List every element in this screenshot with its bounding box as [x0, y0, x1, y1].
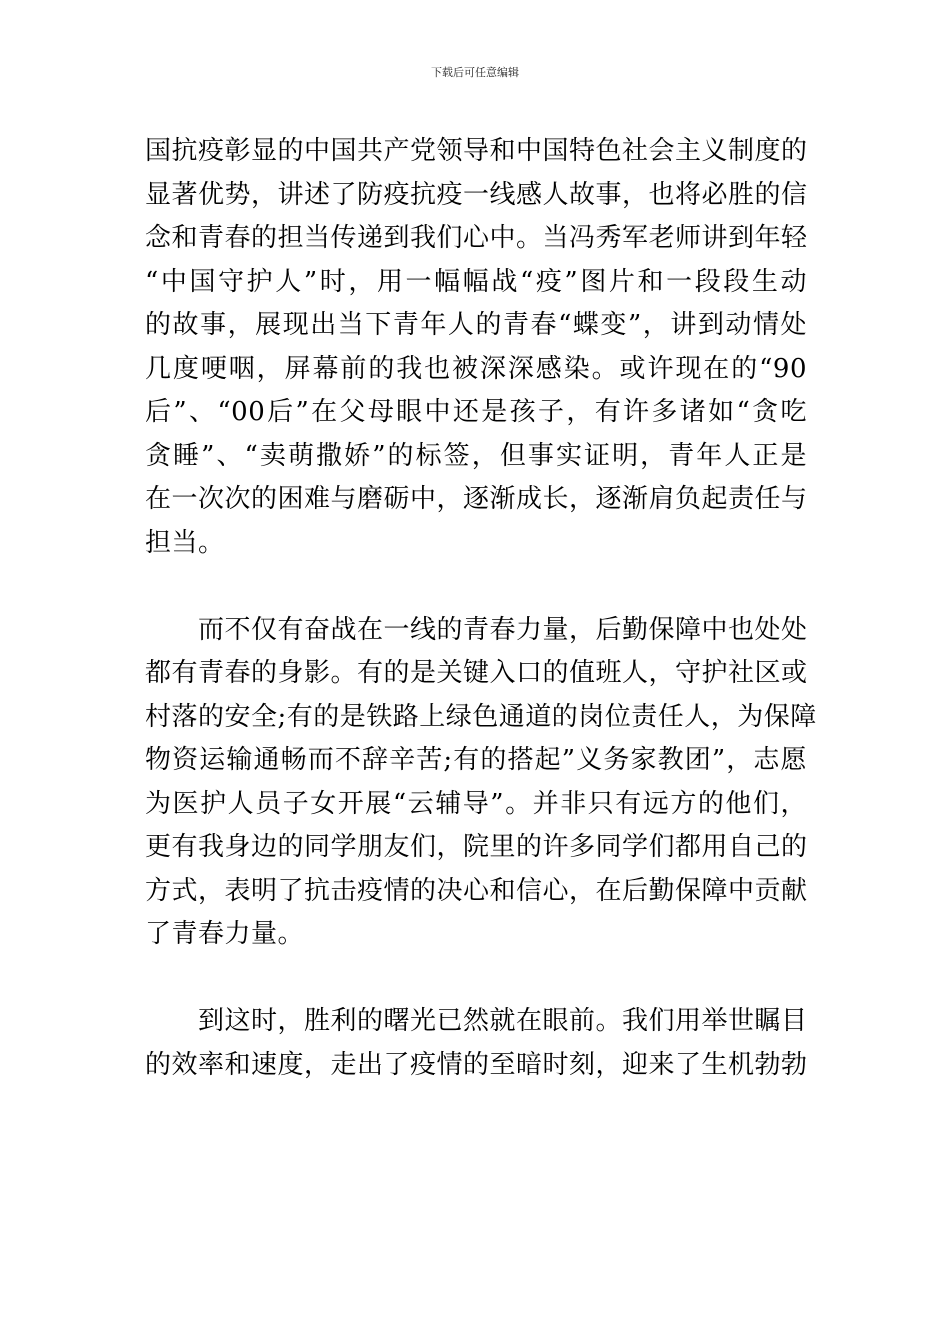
- text-line: 物资运输通畅而不辞辛苦;有的搭起”义务家教团”，志愿: [145, 745, 807, 775]
- paragraph-1: [145, 130, 807, 565]
- text-line: 更有我身边的同学朋友们，院里的许多同学们都用自己的: [145, 832, 808, 862]
- text-line: 担当。: [145, 527, 225, 558]
- text-line: 几度哽咽，屏幕前的我也被深深感染。或许现在的“90: [145, 353, 807, 384]
- text-line: 后”、“00后”在父母眼中还是孩子，有许多诸如“贪吃: [145, 397, 807, 427]
- text-line: 的故事，展现出当下青年人的青春“蝶变”，讲到动情处: [145, 310, 807, 340]
- text-line: 显著优势，讲述了防疫抗疫一线感人故事，也将必胜的信: [145, 179, 808, 210]
- page-header-note: 下载后可任意编辑: [431, 66, 519, 79]
- paragraph-3: [145, 1000, 807, 1087]
- text-line: 方式，表明了抗击疫情的决心和信心，在后勤保障中贡献: [145, 875, 808, 906]
- paragraph-2: [145, 609, 817, 957]
- text-line: 都有青春的身影。有的是关键入口的值班人，守护社区或: [145, 658, 808, 688]
- text-line: 在一次次的困难与磨砺中，逐渐成长，逐渐肩负起责任与: [145, 484, 808, 514]
- text-line: 为医护人员子女开展“云辅导”。并非只有远方的他们，: [145, 788, 807, 819]
- text-line: 贪睡”、“卖萌撒娇”的标签，但事实证明，青年人正是: [145, 440, 807, 471]
- text-line: 了青春力量。: [145, 919, 305, 949]
- paragraph-spacer: [145, 565, 807, 609]
- text-line: 村落的安全;有的是铁路上绿色通道的岗位责任人，为保障: [145, 701, 817, 732]
- text-line: “中国守护人”时，用一幅幅战“疫”图片和一段段生动: [145, 266, 807, 297]
- text-line: 到这时，胜利的曙光已然就在眼前。我们用举世瞩目: [145, 1006, 808, 1036]
- text-line: 国抗疫彰显的中国共产党领导和中国特色社会主义制度的: [145, 136, 808, 166]
- document-body: [145, 130, 817, 1087]
- text-line: 念和青春的担当传递到我们心中。当冯秀军老师讲到年轻: [145, 223, 808, 253]
- text-line: 的效率和速度，走出了疫情的至暗时刻，迎来了生机勃勃: [145, 1049, 808, 1080]
- text-line: 而不仅有奋战在一线的青春力量，后勤保障中也处处: [145, 614, 808, 645]
- paragraph-spacer: [145, 957, 807, 1001]
